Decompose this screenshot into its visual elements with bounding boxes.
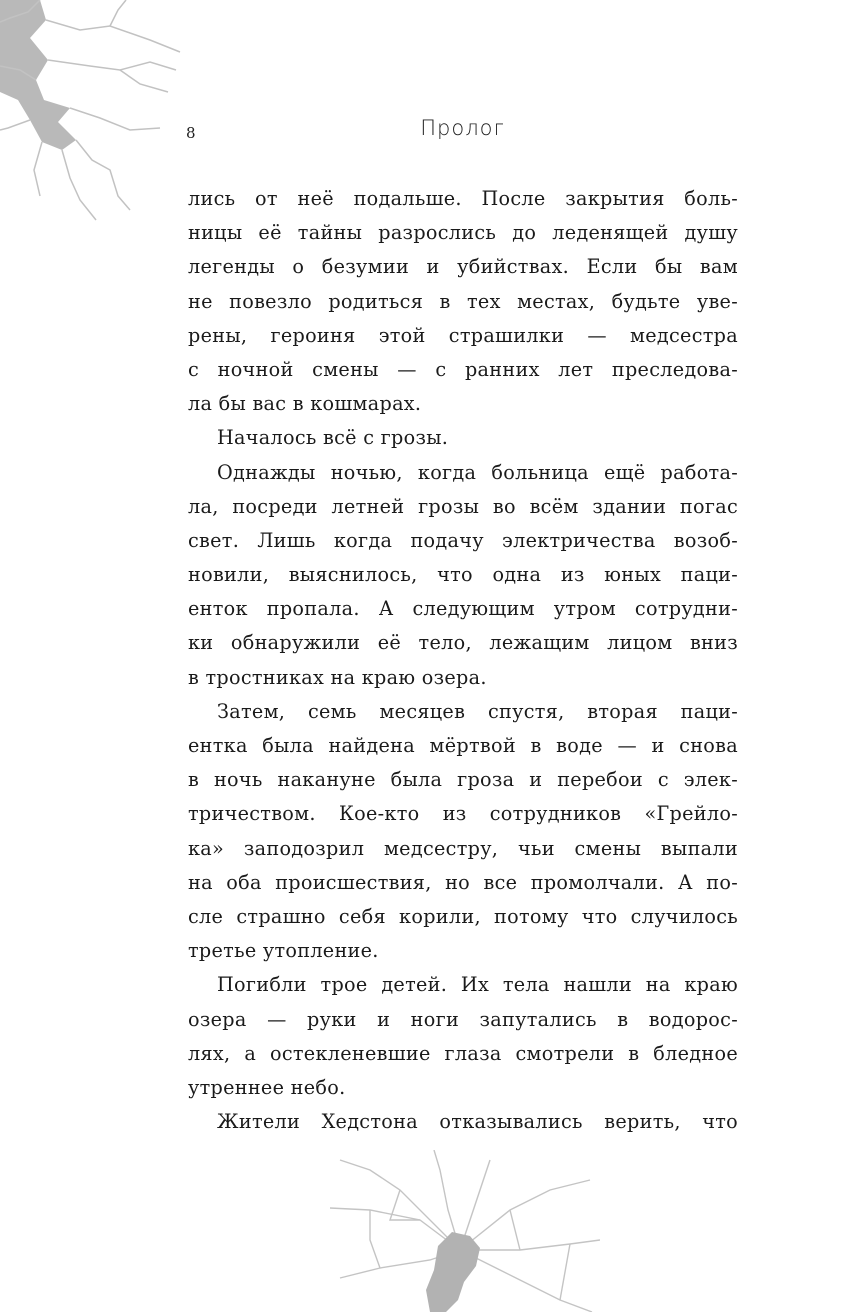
text-line: в ночь накануне была гроза и перебои с элек- xyxy=(188,768,738,792)
text-line: Началось всё с грозы. xyxy=(217,426,449,450)
crack-decoration-bottom xyxy=(330,1150,600,1312)
crack-decoration-top xyxy=(0,0,200,230)
text-line: сле страшно себя корили, потому что случилось xyxy=(188,904,738,928)
text-line: свет. Лишь когда подачу электричества возоб- xyxy=(188,528,738,552)
text-line: на оба происшествия, но все промолчали. А по- xyxy=(188,870,738,894)
page-number: 8 xyxy=(186,124,196,142)
text-line: легенды о безумии и убийствах. Если бы вам xyxy=(188,255,738,279)
text-line: Жители Хедстона отказывались верить, что xyxy=(217,1110,738,1134)
text-line: ки обнаружили её тело, лежащим лицом вниз xyxy=(188,631,738,655)
text-line: тричеством. Кое-кто из сотрудников «Грейло- xyxy=(188,802,738,826)
text-line: утреннее небо. xyxy=(188,1075,346,1099)
text-line: в тростниках на краю озера. xyxy=(188,665,487,689)
text-line: озера — руки и ноги запутались в водорос- xyxy=(188,1007,738,1031)
text-line: Погибли трое детей. Их тела нашли на краю xyxy=(217,973,738,997)
text-line: лях, а остекленевшие глаза смотрели в бледное xyxy=(188,1041,738,1065)
text-line: Однажды ночью, когда больница ещё работа- xyxy=(217,460,738,484)
text-line: не повезло родиться в тех местах, будьте уве- xyxy=(188,289,738,313)
text-line: ла бы вас в кошмарах. xyxy=(188,392,422,416)
text-line: Затем, семь месяцев спустя, вторая паци- xyxy=(217,699,738,723)
text-line: новили, выяснилось, что одна из юных паци- xyxy=(188,563,738,587)
text-line: енток пропала. А следующим утром сотрудни- xyxy=(188,597,738,621)
text-line: третье утопление. xyxy=(188,939,379,963)
text-line: ка» заподозрил медсестру, чьи смены выпали xyxy=(188,836,738,860)
running-title xyxy=(0,116,845,140)
running-title-text: Пролог xyxy=(420,116,505,140)
text-line: ницы её тайны разрослись до леденящей душу xyxy=(188,221,738,245)
text-line: ла, посреди летней грозы во всём здании погас xyxy=(188,494,738,518)
body-text xyxy=(188,182,738,1139)
text-line: лись от неё подальше. После закрытия боль- xyxy=(188,187,738,210)
text-line: рены, героиня этой страшилки — медсестра xyxy=(188,323,738,347)
text-line: ентка была найдена мёртвой в воде — и снова xyxy=(188,734,738,757)
text-line: с ночной смены — с ранних лет преследова- xyxy=(188,357,738,381)
